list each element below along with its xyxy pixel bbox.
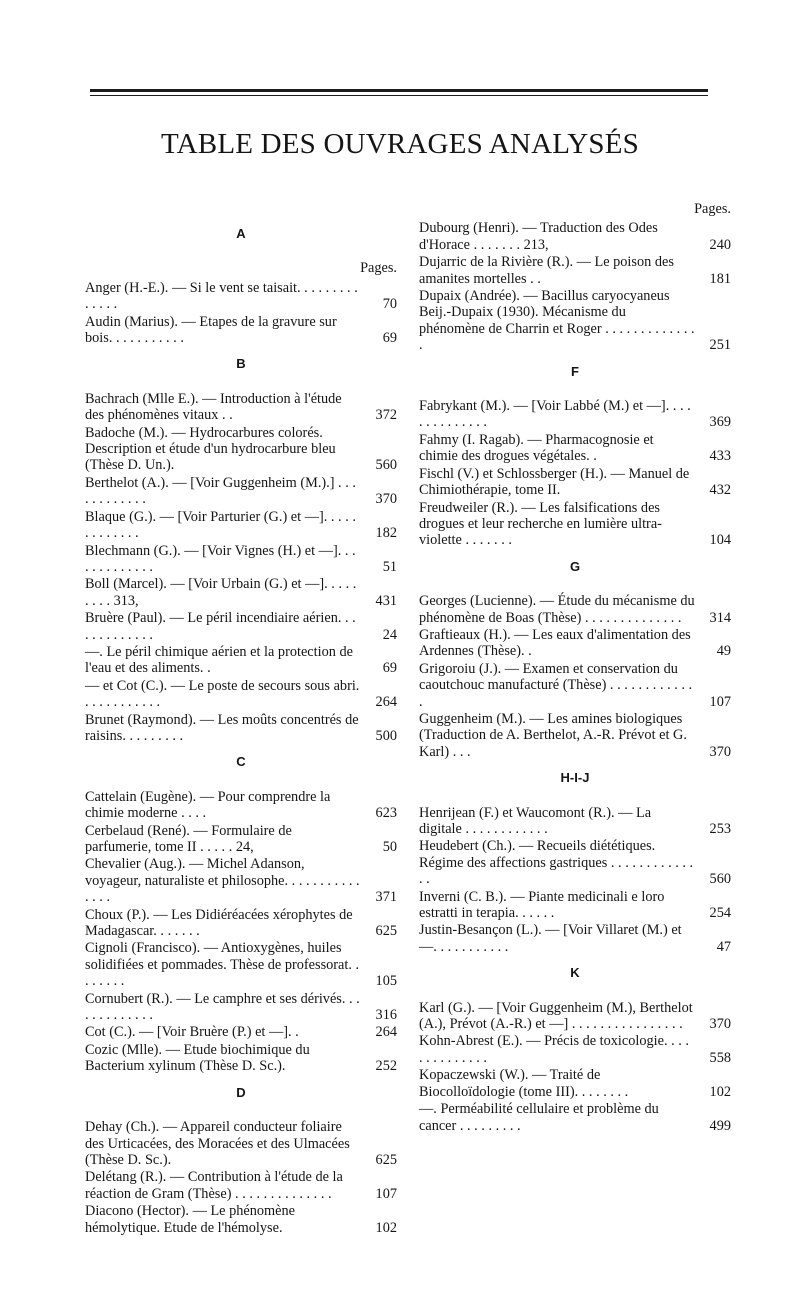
section-letter: A: [236, 226, 246, 241]
entry-text: Cozic (Mlle). — Etude biochimique du Bacterium xylinum (Thèse D. Sc.).: [85, 1041, 310, 1075]
entry-text: Georges (Lucienne). — Étude du mécanisme du phénomène de Boas (Thèse) . . . . . . . . . . . . . .: [419, 593, 695, 626]
entry-page-number: 107: [375, 1185, 397, 1202]
index-entry: [419, 889, 731, 922]
header-rule-thick: [90, 89, 708, 92]
index-entry: [85, 644, 397, 677]
entry-text: Diacono (Hector). — Le phénomène hémolytique. Etude de l'hémolyse.: [85, 1203, 295, 1236]
entry-text: Anger (H.-E.). — Si le vent se taisait. . . . . . . . . . . . . .: [85, 279, 358, 313]
entry-text: Fahmy (I. Ragab). — Pharmacognosie et chimie des drogues végétales. .: [419, 431, 654, 465]
index-entry: [419, 838, 731, 887]
entry-text: Freudweiler (R.). — Les falsifications des drogues et leur recherche en lumière ultra-violette . . . . . . .: [419, 499, 662, 549]
entry-page-number: 70: [382, 296, 397, 313]
index-entry: [85, 940, 397, 989]
entry-page-number: 370: [375, 491, 397, 508]
pages-column-label: Pages.: [694, 201, 731, 217]
entry-text: Kopaczewski (W.). — Traité de Biocolloïdologie (tome III). . . . . . . .: [419, 1067, 629, 1100]
pages-column-label: Pages.: [360, 260, 397, 277]
entry-page-number: 370: [709, 1016, 731, 1033]
entry-text: Blechmann (G.). — [Voir Vignes (H.) et —]. . . . . . . . . . . . .: [85, 542, 356, 575]
entry-page-number: 369: [709, 414, 731, 431]
entry-page-number: 240: [709, 236, 731, 253]
index-entry: [419, 432, 731, 465]
index-entry: [85, 856, 397, 905]
entry-text: Fischl (V.) et Schlossberger (H.). — Manuel de Chimiothérapie, tome II.: [419, 465, 690, 499]
entry-text: Audin (Marius). — Etapes de la gravure sur bois. . . . . . . . . . .: [85, 313, 337, 347]
entry-page-number: 182: [375, 525, 397, 542]
entry-text: Dupaix (Andrée). — Bacillus caryocyaneus Beij.-Dupaix (1930). Mécanisme du phénomène de Charrin et Roger . . . . . . . . . . . . . .: [419, 288, 695, 354]
index-entry: [85, 543, 397, 576]
entry-page-number: 251: [709, 337, 731, 354]
entry-text: —. Le péril chimique aérien et la protection de l'eau et des aliments. .: [85, 643, 353, 677]
entry-text: Brunet (Raymond). — Les moûts concentrés de raisins. . . . . . . . .: [85, 711, 359, 744]
entry-text: Dubourg (Henri). — Traduction des Odes d'Horace . . . . . . . 213,: [419, 220, 658, 253]
section-letter: G: [569, 558, 581, 574]
entry-text: Heudebert (Ch.). — Recueils diététiques. Régime des affections gastriques . . . . . . . . . . . . . .: [419, 838, 694, 888]
entry-text: Berthelot (A.). — [Voir Guggenheim (M.).] . . . . . . . . . . . .: [85, 474, 356, 508]
entry-text: Delétang (R.). — Contribution à l'étude de la réaction de Gram (Thèse) . . . . . . . . . . . . . .: [85, 1169, 343, 1202]
entry-page-number: 102: [375, 1219, 397, 1236]
section-letter: B: [236, 356, 246, 372]
entry-page-number: 433: [709, 448, 731, 465]
index-entry: [85, 391, 397, 424]
entry-text: Cattelain (Eugène). — Pour comprendre la chimie moderne . . . .: [85, 788, 331, 822]
index-entry: [85, 1024, 397, 1040]
entry-page-number: 49: [716, 643, 731, 660]
index-entry: [85, 509, 397, 542]
index-entry: [419, 593, 731, 626]
entry-text: Kohn-Abrest (E.). — Précis de toxicologie. . . . . . . . . . . . . .: [419, 1033, 689, 1066]
section-letter: C: [236, 754, 246, 770]
entry-page-number: 104: [709, 532, 731, 549]
index-entry: [85, 712, 397, 745]
index-entry: [419, 711, 731, 760]
index-entry: [419, 661, 731, 710]
index-entry: [419, 1033, 731, 1066]
entry-page-number: 51: [382, 558, 397, 575]
index-entry: [419, 466, 731, 499]
index-entry: [419, 627, 731, 660]
entry-page-number: 254: [709, 905, 731, 922]
entry-text: Henrijean (F.) et Waucomont (R.). — La digitale . . . . . . . . . . . .: [419, 804, 652, 837]
page-title: TABLE DES OUVRAGES ANALYSÉS: [161, 128, 639, 160]
index-entry: [419, 1000, 731, 1033]
entry-text: Dujarric de la Rivière (R.). — Le poison des amanites mortelles . .: [419, 254, 674, 287]
section-letter: H-I-J: [560, 770, 590, 786]
entry-text: Inverni (C. B.). — Piante medicinali e loro estratti in terapia. . . . . .: [419, 888, 665, 922]
index-entry: [419, 254, 731, 287]
entry-page-number: 623: [375, 805, 397, 822]
entry-text: Cornubert (R.). — Le camphre et ses dérivés. . . . . . . . . . . . .: [85, 990, 360, 1024]
entry-page-number: 316: [375, 1007, 397, 1024]
entry-page-number: 314: [709, 609, 731, 626]
entry-page-number: 181: [709, 270, 731, 287]
section-letter: K: [570, 965, 580, 981]
entry-text: Cot (C.). — [Voir Bruère (P.) et —]. .: [85, 1024, 299, 1041]
entry-page-number: 625: [375, 1151, 397, 1168]
entry-page-number: 431: [375, 592, 397, 609]
entry-text: Cignoli (Francisco). — Antioxygènes, huiles solidifiées et pommades. Thèse de professorat. . . . . . . .: [85, 940, 360, 990]
entry-text: Cerbelaud (René). — Formulaire de parfumerie, tome II . . . . . 24,: [85, 822, 292, 855]
right-column: [419, 201, 731, 1135]
entry-text: — et Cot (C.). — Le poste de secours sous abri. . . . . . . . . . . .: [85, 677, 360, 711]
entry-text: Karl (G.). — [Voir Guggenheim (M.), Berthelot (A.), Prévot (A.-R.) et —] . . . . . . . . . . . . . . . .: [419, 999, 693, 1033]
entry-page-number: 47: [716, 938, 731, 955]
entry-text: Graftieaux (H.). — Les eaux d'alimentation des Ardennes (Thèse). .: [419, 626, 691, 660]
entry-text: Boll (Marcel). — [Voir Urbain (G.) et —]. . . . . . . . . 313,: [85, 576, 357, 609]
left-column: [85, 216, 397, 1237]
entry-text: Blaque (G.). — [Voir Parturier (G.) et —]. . . . . . . . . . . . .: [85, 508, 356, 542]
index-entry: [419, 1101, 731, 1134]
entry-page-number: 69: [382, 330, 397, 347]
index-entry: [85, 576, 397, 609]
entry-page-number: 370: [709, 743, 731, 760]
entry-page-number: 50: [382, 839, 397, 855]
entry-page-number: 372: [375, 407, 397, 424]
entry-page-number: 432: [709, 482, 731, 499]
entry-page-number: 24: [382, 626, 397, 643]
entry-page-number: 560: [709, 871, 731, 888]
entry-text: Chevalier (Aug.). — Michel Adanson, voyageur, naturaliste et philosophe. . . . . . . . . . . . . . .: [85, 856, 360, 906]
index-entry: [419, 398, 731, 431]
entry-text: Dehay (Ch.). — Appareil conducteur foliaire des Urticacées, des Moracées et des Ulmacées (Thèse D. Sc.).: [85, 1119, 350, 1168]
entry-page-number: 69: [382, 660, 397, 677]
entry-text: Bruère (Paul). — Le péril incendiaire aérien. . . . . . . . . . . . .: [85, 610, 356, 643]
index-entry: [419, 922, 731, 955]
index-entry: [419, 500, 731, 549]
index-entry: [85, 314, 397, 347]
entry-page-number: 264: [375, 1024, 397, 1041]
index-entry: [419, 220, 731, 253]
entry-page-number: 252: [375, 1058, 397, 1075]
entry-text: Guggenheim (M.). — Les amines biologiques (Traduction de A. Berthelot, A.-R. Prévot et G. Karl) . . .: [419, 710, 687, 760]
index-entry: [85, 1119, 397, 1168]
entry-page-number: 499: [709, 1117, 731, 1134]
entry-page-number: 107: [709, 693, 731, 710]
entry-page-number: 371: [375, 889, 397, 906]
index-entry: [419, 1067, 731, 1100]
entry-text: Grigoroiu (J.). — Examen et conservation du caoutchouc manufacturé (Thèse) . . . . . . . . . . . . .: [419, 660, 693, 710]
index-entry: [85, 280, 397, 313]
index-entry: [85, 678, 397, 711]
index-entry: [85, 425, 397, 474]
entry-page-number: 625: [375, 923, 397, 940]
index-entry: [85, 475, 397, 508]
section-letter: F: [571, 363, 579, 379]
entry-page-number: 253: [709, 821, 731, 837]
entry-text: Badoche (M.). — Hydrocarbures colorés. Description et étude d'un hydrocarbure bleu (Thèse D. Un.).: [85, 424, 336, 474]
index-entry: [85, 991, 397, 1024]
index-entry: [85, 1169, 397, 1202]
entry-page-number: 105: [375, 973, 397, 990]
entry-page-number: 264: [375, 694, 397, 711]
index-entry: [85, 789, 397, 822]
index-entry: [85, 823, 397, 856]
entry-page-number: 560: [375, 457, 397, 474]
entry-text: Choux (P.). — Les Didiéréacées xérophytes de Madagascar. . . . . . .: [85, 906, 353, 940]
entry-page-number: 558: [709, 1049, 731, 1066]
entry-page-number: 500: [375, 727, 397, 744]
entry-page-number: 102: [709, 1083, 731, 1100]
section-letter: D: [236, 1084, 246, 1100]
index-entry: [85, 610, 397, 643]
entry-text: —. Perméabilité cellulaire et problème du cancer . . . . . . . . .: [419, 1101, 659, 1134]
entry-text: Bachrach (Mlle E.). — Introduction à l'étude des phénomènes vitaux . .: [85, 390, 342, 424]
entry-text: Fabrykant (M.). — [Voir Labbé (M.) et —]. . . . . . . . . . . . . .: [419, 398, 691, 431]
index-entry: [85, 1203, 397, 1236]
index-entry: [419, 805, 731, 838]
index-entry: [85, 907, 397, 940]
entry-text: Justin-Besançon (L.). — [Voir Villaret (M.) et —. . . . . . . . . . .: [419, 922, 682, 955]
index-entry: [85, 1042, 397, 1075]
index-entry: [419, 288, 731, 354]
header-rule-thin: [90, 95, 708, 96]
